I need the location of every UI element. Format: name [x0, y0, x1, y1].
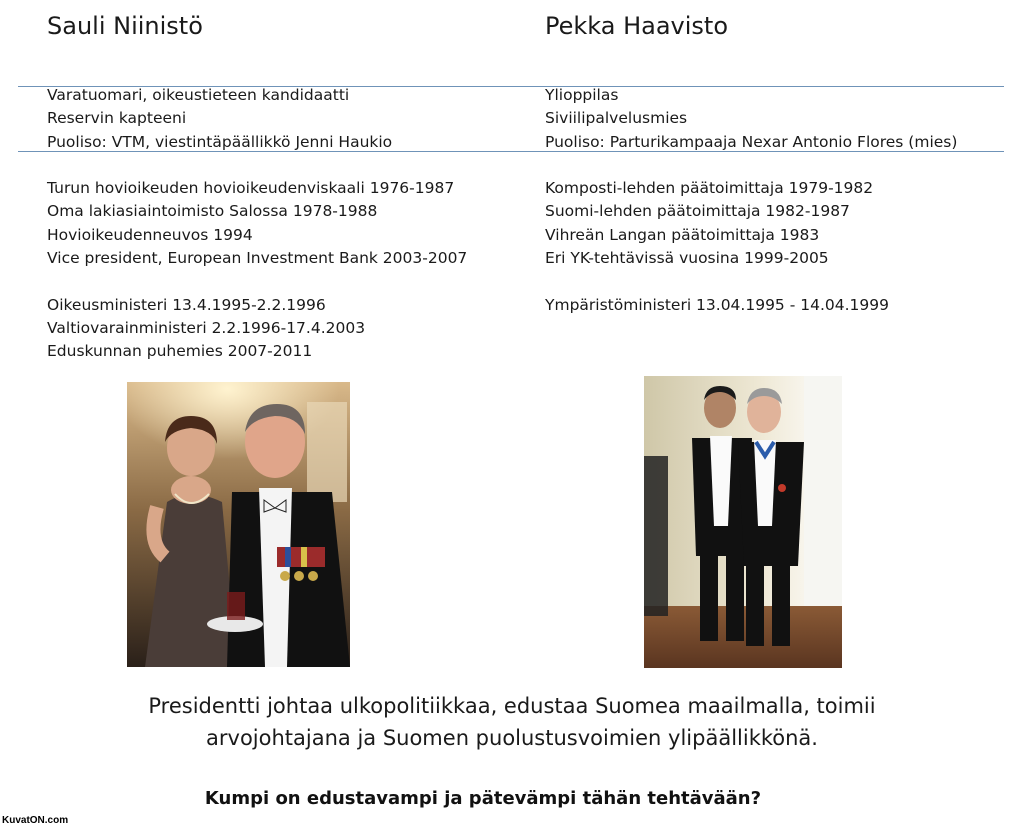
right-career-line: Vihreän Langan päätoimittaja 1983 — [545, 225, 820, 244]
right-info-column — [545, 84, 957, 317]
right-candidate-name: Pekka Haavisto — [545, 12, 729, 40]
summary-line-1: Presidentti johtaa ulkopolitiikkaa, edustaa Suomea maailmalla, toimii — [148, 694, 876, 718]
right-personal-line: Siviilipalvelusmies — [545, 109, 688, 128]
left-career-line: Turun hovioikeuden hovioikeudenviskaali 1976-1987 — [47, 179, 455, 198]
left-politics-line: Valtiovarainministeri 2.2.1996-17.4.2003 — [47, 318, 366, 337]
left-personal-line: Puoliso: VTM, viestintäpäällikkö Jenni Haukio — [47, 132, 393, 151]
left-info-column — [47, 84, 467, 364]
left-politics-line: Oikeusministeri 13.4.1995-2.2.1996 — [47, 295, 326, 314]
summary-line-2: arvojohtajana ja Suomen puolustusvoimien ylipäällikkönä. — [206, 726, 818, 750]
right-politics-line: Ympäristöministeri 13.04.1995 - 14.04.1999 — [545, 295, 889, 314]
presidency-summary — [0, 690, 1024, 754]
right-candidate-photo — [644, 376, 842, 668]
right-career-line: Komposti-lehden päätoimittaja 1979-1982 — [545, 179, 874, 198]
left-personal-line: Varatuomari, oikeustieteen kandidaatti — [47, 86, 350, 104]
right-personal-line: Puoliso: Parturikampaaja Nexar Antonio Flores (mies) — [545, 132, 958, 151]
right-career-line: Suomi-lehden päätoimittaja 1982-1987 — [545, 202, 850, 221]
left-career-line: Oma lakiasiaintoimisto Salossa 1978-1988 — [47, 202, 378, 221]
left-career-line: Vice president, European Investment Bank 2003-2007 — [47, 249, 468, 268]
left-candidate-name: Sauli Niinistö — [47, 12, 203, 40]
watermark-text: KuvatON.com — [2, 815, 69, 826]
right-career-line: Eri YK-tehtävissä vuosina 1999-2005 — [545, 249, 829, 268]
left-candidate-photo — [127, 382, 350, 667]
closing-question: Kumpi on edustavampi ja pätevämpi tähän tehtävään? — [204, 788, 762, 809]
left-politics-line: Eduskunnan puhemies 2007-2011 — [47, 342, 313, 361]
right-personal-line: Ylioppilas — [545, 86, 619, 104]
left-personal-line: Reservin kapteeni — [47, 109, 187, 128]
left-career-line: Hovioikeudenneuvos 1994 — [47, 225, 253, 244]
